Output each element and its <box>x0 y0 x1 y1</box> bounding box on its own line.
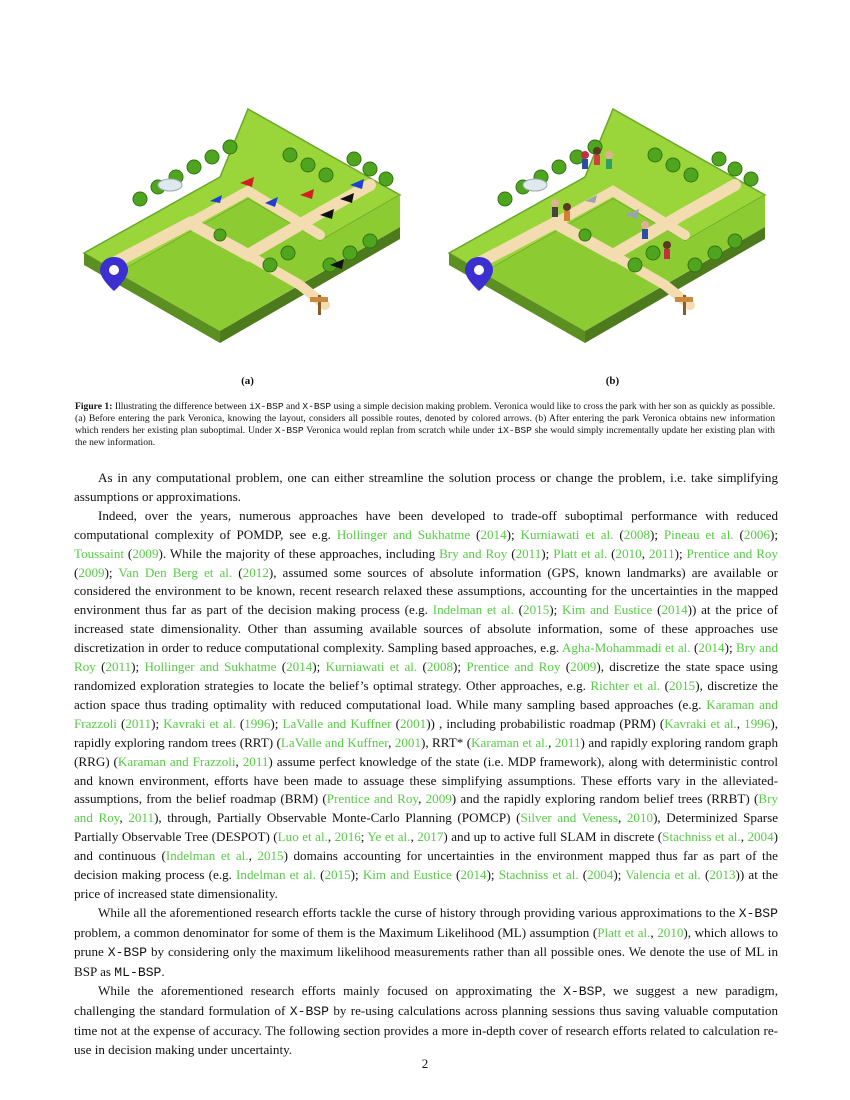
caption-and: and <box>283 401 303 412</box>
citation-link[interactable]: 2001 <box>400 715 427 731</box>
citation-link[interactable]: 2015 <box>324 867 351 883</box>
text-run: ); <box>270 715 283 731</box>
caption-text-2: using a simple decision making problem. Veronica would like to cross the park with her son as quickly as possible. (a) Before entering the park Veronica, knowing the layout, considers all possible routes, denoted by colored arrows. (b) After entering the park Veronica obtains new information which renders her existing plan suboptimal. Under <box>75 401 775 436</box>
citation-link[interactable]: 2009 <box>425 791 452 807</box>
subfigure-label-b: (b) <box>605 375 620 387</box>
text-run: ( <box>116 715 126 731</box>
page-number: 2 <box>421 1056 429 1071</box>
text-run: ); <box>649 526 664 542</box>
citation-link[interactable]: Indelman et al. <box>236 867 316 883</box>
citation-link[interactable]: 2011 <box>554 734 581 750</box>
text-run: , <box>548 734 555 750</box>
paragraph-1 <box>74 469 778 507</box>
citation-link[interactable]: 2009 <box>78 564 105 580</box>
text-run: Indeed, over the years, numerous approaches have been developed to trade-off suboptimal performance with reduced computational complexity of POMDP, see e.g. <box>74 507 778 542</box>
text-run: ) and rapidly exploring random graph (RRG) ( <box>74 734 779 769</box>
text-run: ( <box>578 867 588 883</box>
citation-link[interactable]: Bry and Roy <box>74 640 779 675</box>
caption-text-1: Illustrating the difference between <box>112 401 250 412</box>
text-run: ), assumed some sources of absolute information (GPS, known landmarks) are available or considered the environment to be known, recent research relaxed these assumptions, accounting for the uncertainties in the mapped environment thus far as part of the decision making process (e.g. <box>74 564 778 618</box>
citation-link[interactable]: 2014 <box>460 867 487 883</box>
text-run: ( <box>95 659 106 675</box>
text-run: ); <box>453 659 467 675</box>
text-run: by re-using calculations across planning sessions thus saving valuable computation time not at the expense of accuracy. The following section provides a more in-depth cover of research efforts related to calculation re-use in decision making under uncertainty. <box>74 1003 778 1058</box>
text-run: ( <box>660 677 670 693</box>
code-term: X-BSP <box>563 984 603 1000</box>
caption-xbsp: X-BSP <box>302 401 332 412</box>
paragraph-3 <box>74 904 778 983</box>
citation-link[interactable]: Silver and Veness <box>520 810 618 826</box>
text-run: , <box>235 753 243 769</box>
text-run: , <box>418 791 426 807</box>
caption-text-4: she would simply incrementally update her existing plan with the new information. <box>75 425 775 448</box>
code-term: X-BSP <box>107 944 148 960</box>
caption-text-3: Veronica would replan from scratch while under <box>303 425 498 436</box>
text-run: ); <box>104 564 119 580</box>
text-run: ), discretize the state space using randomized exploration strategies to locate the belief’s optimal strategy. Other approaches, e.g. <box>74 659 778 693</box>
text-run: problem, a common denominator for some of them is the Maximum Likelihood (ML) assumption ( <box>74 924 598 940</box>
citation-link[interactable]: Pineau et al. <box>663 526 734 542</box>
text-run: )) at the price of increased state dimensionality. <box>74 867 778 901</box>
citation-link[interactable]: 2011 <box>125 715 152 731</box>
text-run: , <box>410 829 418 845</box>
citation-link[interactable]: 2014 <box>698 640 725 656</box>
text-run: ( <box>733 526 744 542</box>
citation-link[interactable]: 2013 <box>709 867 736 883</box>
citation-link[interactable]: 2010 <box>657 924 684 940</box>
citation-link[interactable]: Prentice and Roy <box>686 545 779 561</box>
text-run: While all the aforementioned research efforts tackle the curse of history through providing various approximations to the <box>98 904 739 920</box>
text-run: ) and continuous ( <box>74 829 779 864</box>
text-run: ( <box>235 715 245 731</box>
text-run: ( <box>560 659 571 675</box>
citation-link[interactable]: 2010 <box>626 810 654 826</box>
citation-link[interactable]: Karaman et al. <box>471 734 549 750</box>
park-illustration-b <box>435 95 790 395</box>
text-run: ); <box>151 715 164 731</box>
citation-link[interactable]: 2001 <box>394 734 421 750</box>
citation-link[interactable]: Stachniss et al. <box>662 829 741 845</box>
text-run: ). While the majority of these approaches, including <box>158 545 440 561</box>
citation-link[interactable]: Stachniss et al. <box>498 867 579 883</box>
caption-label: Figure 1: <box>75 401 113 412</box>
citation-link[interactable]: 2014 <box>480 526 507 542</box>
citation-link[interactable]: Kurniawati et al. <box>325 659 418 675</box>
text-run: ( <box>391 715 400 731</box>
text-run: ); <box>312 659 326 675</box>
text-run: , <box>119 810 129 826</box>
text-run: , <box>388 734 395 750</box>
caption-xbsp-2: X-BSP <box>274 425 304 436</box>
citation-link[interactable]: 2015 <box>257 848 284 864</box>
citation-link[interactable]: Luo et al. <box>277 829 328 845</box>
text-run: )) , including probabilistic roadmap (PRM) ( <box>426 715 665 731</box>
figure-caption <box>75 401 775 449</box>
text-run: ); <box>613 867 626 883</box>
code-term: ML-BSP <box>114 964 162 980</box>
text-run: ); <box>770 526 779 542</box>
citation-link[interactable]: Indelman et al. <box>432 602 514 618</box>
text-run: ( <box>232 564 243 580</box>
citation-link[interactable]: 2008 <box>426 659 454 675</box>
text-run: ), Determinized Sparse Partially Observable Tree (DESPOT) ( <box>74 810 779 845</box>
text-run: While the aforementioned research efforts mainly focused on approximating the <box>98 983 564 999</box>
text-run: , <box>248 848 258 864</box>
text-run: , <box>650 924 658 940</box>
text-run: )) at the price of increased state dimensionality. Other than assuming available sources of absolute information, some of these approaches use discretization in order to reduce computational complexity. Sampling based approaches, e.g. <box>74 602 778 656</box>
citation-link[interactable]: 2015 <box>523 602 550 618</box>
text-run: ) and the rapidly exploring random belief trees (RRBT) ( <box>451 791 759 807</box>
text-run: by considering only the maximum likelihood measurements rather than all possible ones. We denote the use of ML in BSP as <box>74 943 778 979</box>
citation-link[interactable]: 2011 <box>515 545 542 561</box>
citation-link[interactable]: 2010 <box>615 545 642 561</box>
citation-link[interactable]: Agha-Mohammadi et al. <box>561 640 691 656</box>
code-term: X-BSP <box>738 905 778 921</box>
citation-link[interactable]: Kim and Eustice <box>362 867 452 883</box>
text-run: ); <box>724 640 737 656</box>
text-run: ), through, Partially Observable Monte-Carlo Planning (POMCP) ( <box>154 810 521 826</box>
citation-link[interactable]: 1996 <box>744 715 771 731</box>
text-run: ( <box>613 526 624 542</box>
text-run: ), rapidly exploring random trees (RRT) ( <box>74 715 778 750</box>
text-run: ); <box>131 659 145 675</box>
citation-link[interactable]: Richter et al. <box>590 677 661 693</box>
paragraph-2 <box>74 507 778 904</box>
citation-link[interactable]: 2009 <box>570 659 597 675</box>
text-run: ); <box>350 867 363 883</box>
citation-link[interactable]: Kavraki et al. <box>163 715 236 731</box>
citation-link[interactable]: 1996 <box>244 715 271 731</box>
citation-link[interactable]: Bry and Roy <box>74 791 778 826</box>
park-illustration-a <box>70 95 425 395</box>
citation-link[interactable]: Hollinger and Sukhatme <box>336 526 471 542</box>
text-run: ( <box>315 867 325 883</box>
text-run: As in any computational problem, one can either streamline the solution process or change the problem, i.e. take simplifying assumptions or approximations. <box>74 470 778 504</box>
citation-link[interactable]: Toussaint <box>74 545 125 561</box>
text-run: ; <box>360 829 368 845</box>
citation-link[interactable]: 2014 <box>286 659 313 675</box>
text-run: , we suggest a new paradigm, challenging the standard formulation of <box>74 983 778 1019</box>
text-run: . <box>161 963 165 979</box>
text-run: ); <box>541 545 554 561</box>
citation-link[interactable]: Kurniawati et al. <box>520 526 614 542</box>
citation-link[interactable]: 2011 <box>128 810 155 826</box>
citation-link[interactable]: 2004 <box>587 867 614 883</box>
text-run: ); <box>486 867 499 883</box>
text-run: ); <box>674 545 687 561</box>
code-term: X-BSP <box>289 1004 330 1020</box>
text-run: , <box>736 715 745 731</box>
citation-link[interactable]: 2017 <box>417 829 444 845</box>
body-text <box>74 469 778 1060</box>
citation-link[interactable]: Hollinger and Sukhatme <box>144 659 277 675</box>
citation-link[interactable]: 2016 <box>334 829 361 845</box>
text-run: ( <box>690 640 699 656</box>
text-run: ) assume perfect knowledge of the state (i.e. MDP framework), along with deterministic control and known environment, efforts have been made to assuage these simplifying assumptions. These efforts vary in the alleviated-assumptions, from the belief roadmap (BRM) ( <box>74 753 778 807</box>
citation-link[interactable]: Karaman and Frazzoli <box>74 696 778 731</box>
text-run: ( <box>124 545 133 561</box>
text-run: ) and up to active full SLAM in discrete ( <box>443 829 663 845</box>
caption-ixbsp-2: iX-BSP <box>497 425 532 436</box>
citation-link[interactable]: 2011 <box>242 753 269 769</box>
text-run: ( <box>276 659 287 675</box>
citation-link[interactable]: Karaman and Frazzoli <box>117 753 236 769</box>
text-run: ), discretize the action space thus trading optimality with reduced computational load. While many sampling based approaches (e.g. <box>74 677 779 712</box>
text-run: , <box>740 829 748 845</box>
citation-link[interactable]: 2009 <box>132 545 159 561</box>
citation-link[interactable]: 2014 <box>661 602 688 618</box>
figure-1 <box>70 95 790 395</box>
text-run: ( <box>513 602 524 618</box>
citation-link[interactable]: Bry and Roy <box>439 545 508 561</box>
citation-link[interactable]: LaValle and Kuffner <box>282 715 392 731</box>
caption-ixbsp: iX-BSP <box>249 401 284 412</box>
citation-link[interactable]: Ye et al. <box>367 829 411 845</box>
citation-link[interactable]: LaValle and Kuffner <box>280 734 389 750</box>
text-run: ( <box>451 867 461 883</box>
citation-link[interactable]: Indelman et al. <box>165 848 249 864</box>
citation-link[interactable]: 2008 <box>623 526 650 542</box>
text-run: , <box>327 829 335 845</box>
citation-link[interactable]: Kavraki et al. <box>664 715 737 731</box>
citation-link[interactable]: Valencia et al. <box>625 867 701 883</box>
citation-link[interactable]: Platt et al. <box>553 545 608 561</box>
paragraph-4 <box>74 982 778 1060</box>
text-run: ( <box>652 602 662 618</box>
text-run: ) domains accounting for uncertainties in the environment mapped thus far as part of the decision making process (e.g. <box>74 848 778 883</box>
citation-link[interactable]: 2012 <box>242 564 269 580</box>
text-run: ( <box>607 545 616 561</box>
citation-link[interactable]: 2004 <box>747 829 774 845</box>
text-run: ), which allows to prune <box>74 924 779 959</box>
citation-link[interactable]: Prentice and Roy <box>326 791 419 807</box>
text-run: ); <box>506 526 521 542</box>
text-run: , <box>641 545 649 561</box>
text-run: , <box>618 810 627 826</box>
citation-link[interactable]: 2006 <box>743 526 771 542</box>
text-run: ( <box>507 545 516 561</box>
text-run: ( <box>74 564 79 580</box>
citation-link[interactable]: Platt et al. <box>597 924 651 940</box>
citation-link[interactable]: 2011 <box>648 545 675 561</box>
text-run: ( <box>700 867 710 883</box>
text-run: ), RRT* ( <box>420 734 472 750</box>
citation-link[interactable]: Kim and Eustice <box>562 602 653 618</box>
subfigure-label-a: (a) <box>241 375 254 387</box>
text-run: ( <box>470 526 481 542</box>
citation-link[interactable]: 2015 <box>669 677 696 693</box>
text-run: ); <box>549 602 563 618</box>
citation-link[interactable]: Prentice and Roy <box>466 659 561 675</box>
text-run: ( <box>417 659 427 675</box>
citation-link[interactable]: Van Den Berg et al. <box>118 564 233 580</box>
citation-link[interactable]: 2011 <box>105 659 132 675</box>
